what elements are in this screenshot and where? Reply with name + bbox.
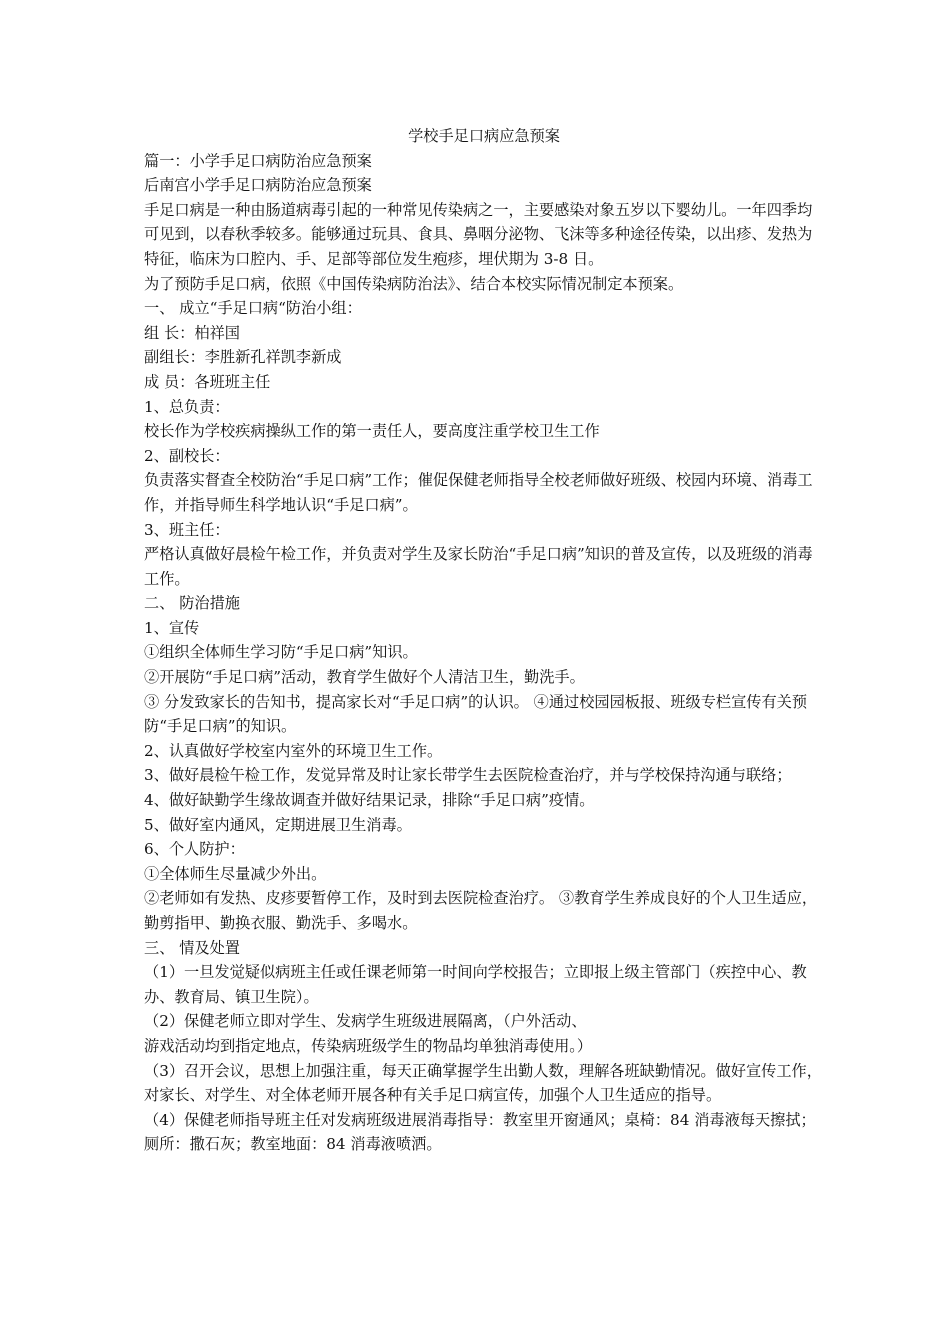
document-paragraph: 6、个人防护：	[144, 840, 245, 859]
document-paragraph: 3、班主任：	[144, 520, 230, 539]
document-paragraph: ②开展防“手足口病”活动，教育学生做好个人清洁卫生，勤洗手。	[144, 668, 585, 687]
document-paragraph: 校长作为学校疾病操纵工作的第一责任人，要高度注重学校卫生工作	[144, 422, 600, 441]
document-paragraph: 2、副校长：	[144, 446, 230, 465]
document-body	[144, 149, 824, 1157]
document-paragraph: 3、做好晨检午检工作，发觉异常及时让家长带学生去医院检查治疗，并与学校保持沟通与联络；	[144, 766, 792, 785]
document-paragraph: 严格认真做好晨检午检工作，并负责对学生及家长防治“手足口病”知识的普及宣传，以及班级的消毒工作。	[144, 545, 813, 588]
document-page	[144, 124, 824, 1157]
document-paragraph: 组 长：柏祥国	[144, 323, 240, 342]
document-paragraph: 副组长：李胜新孔祥凯李新成	[144, 348, 342, 367]
document-paragraph: 1、总负责：	[144, 397, 230, 416]
document-paragraph: ③ 分发致家长的告知书，提高家长对“手足口病”的认识。 ④通过校园园板报、班级专栏宣传有关预防“手足口病”的知识。	[144, 692, 808, 736]
document-paragraph: ①组织全体师生学习防“手足口病”知识。	[144, 643, 418, 662]
document-paragraph: （1）一旦发觉疑似病班主任或任课老师第一时间向学校报告；立即报上级主管部门（疾控中心、教办、教育局、镇卫生院）。	[144, 963, 807, 1006]
document-paragraph: 5、做好室内通风，定期进展卫生消毒。	[144, 815, 412, 834]
document-paragraph: 2、认真做好学校室内室外的环境卫生工作。	[144, 741, 443, 760]
document-paragraph: ②老师如有发热、皮疹要暂停工作，及时到去医院检查治疗。 ③教育学生养成良好的个人卫生适应，勤剪指甲、勤换衣服、勤洗手、多喝水。	[144, 889, 818, 932]
document-paragraph: 手足口病是一种由肠道病毒引起的一种常见传染病之一，主要感染对象五岁以下婴幼儿。一年四季均可见到，以春秋季较多。能够通过玩具、食具、鼻咽分泌物、飞沫等多种途径传染，以出疹、发热为特征，临床为口腔内、手、足部等部位发生疱疹，埋伏期为 3-8 日。	[144, 200, 813, 268]
document-paragraph: （2）保健老师立即对学生、发病学生班级进展隔离，（户外活动、 游戏活动均到指定地点，传染病班级学生的物品均单独消毒使用。）	[144, 1012, 593, 1055]
document-paragraph: 负责落实督查全校防治“手足口病”工作；催促保健老师指导全校老师做好班级、校园内环境、消毒工作，并指导师生科学地认识“手足口病”。	[144, 471, 813, 514]
document-paragraph: 4、做好缺勤学生缘故调查并做好结果记录，排除“手足口病”疫情。	[144, 791, 595, 810]
document-paragraph: 后南宫小学手足口病防治应急预案	[144, 176, 372, 195]
document-title: 学校手足口病应急预案	[408, 127, 560, 145]
document-paragraph: 成 员：各班班主任	[144, 372, 271, 391]
document-paragraph: （4）保健老师指导班主任对发病班级进展消毒指导：教室里开窗通风；桌椅：84 消毒液每天擦拭；厕所：撒石灰；教室地面：84 消毒液喷洒。	[144, 1110, 816, 1154]
document-paragraph: 1、宣传	[144, 618, 200, 637]
document-paragraph: ①全体师生尽量减少外出。	[144, 864, 327, 883]
document-paragraph: （3）召开会议，思想上加强注重，每天正确掌握学生出勤人数，理解各班缺勤情况。做好宣传工作，对家长、对学生、对全体老师开展各种有关手足口病宣传，加强个人卫生适应的指导。	[144, 1061, 822, 1105]
document-paragraph: 一、 成立“手足口病“防治小组：	[144, 299, 362, 318]
document-paragraph: 二、 防治措施	[144, 594, 240, 613]
document-paragraph: 为了预防手足口病，依照《中国传染病防治法》、结合本校实际情况制定本预案。	[144, 274, 684, 293]
document-paragraph: 三、 情及处置	[144, 938, 240, 957]
document-paragraph: 篇一：小学手足口病防治应急预案	[144, 151, 372, 170]
